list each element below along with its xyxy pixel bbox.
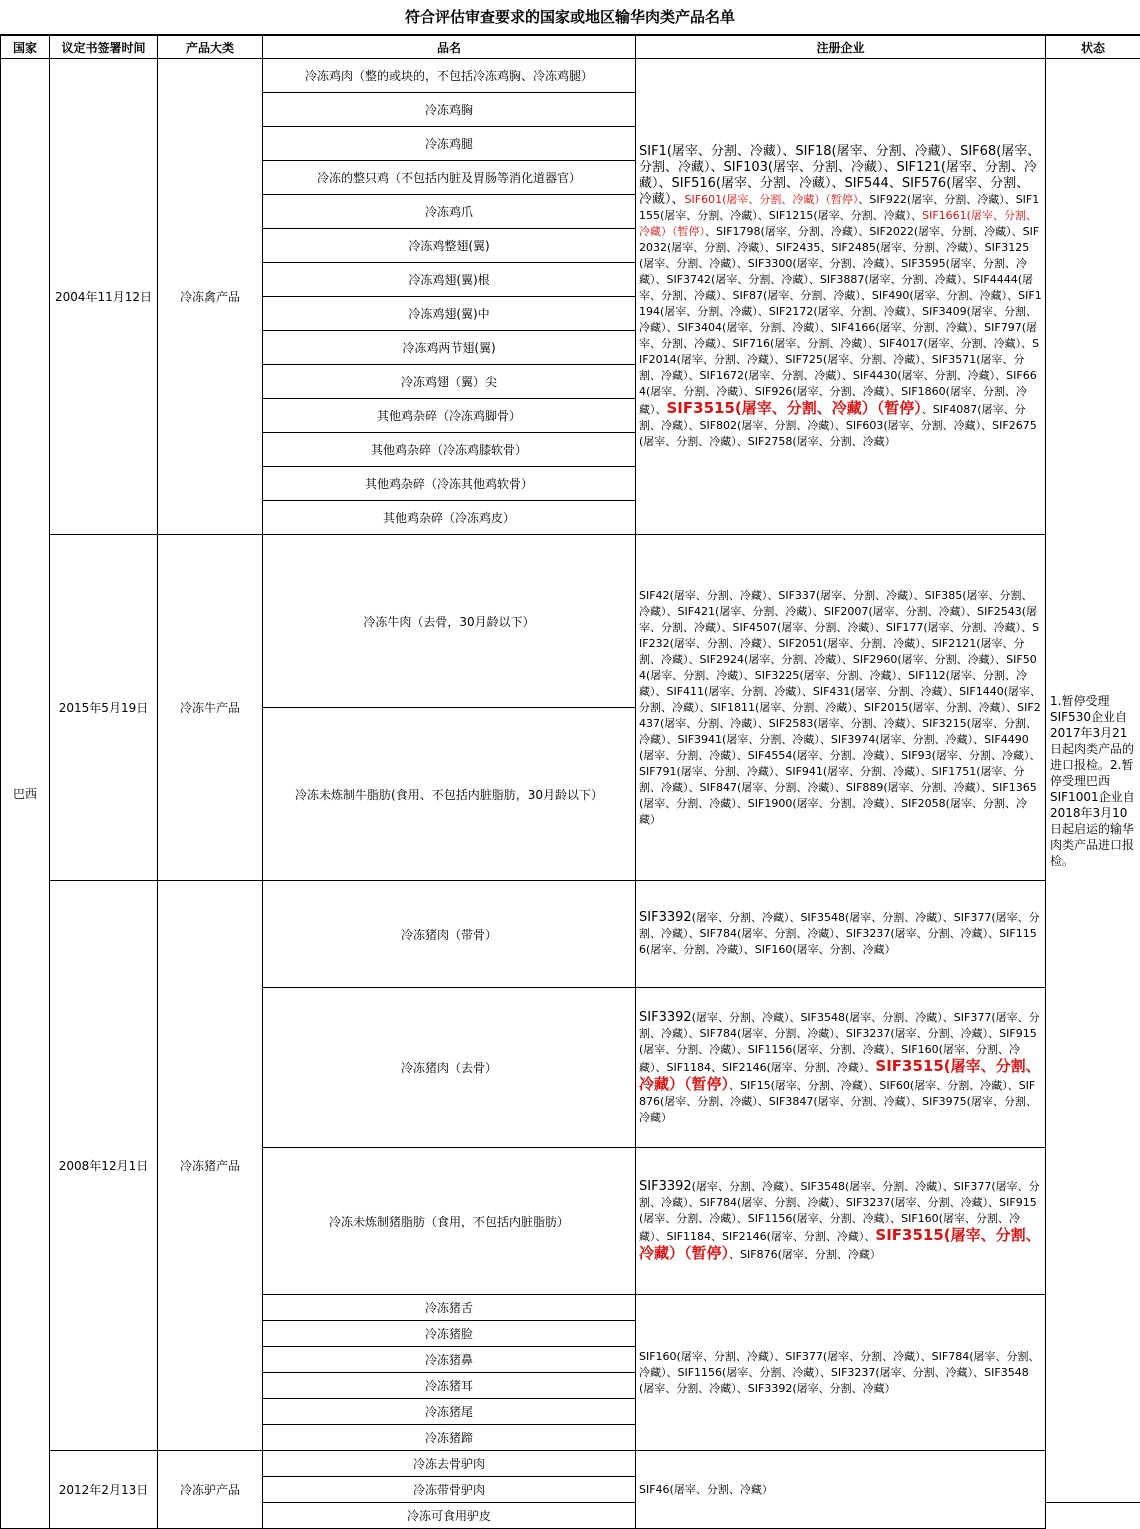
date-cell: 2015年5月19日	[50, 535, 158, 881]
product-cell: 冷冻去骨驴肉	[263, 1451, 636, 1477]
product-cell: 冷冻猪肉（带骨）	[263, 881, 636, 988]
country-cell: 巴西	[1, 59, 50, 1529]
enterprise-cell: SIF160(屠宰、分割、冷藏）、SIF377(屠宰、分割、冷藏）、SIF784(屠宰、分割、冷藏）、SIF1156(屠宰、分割、冷藏）、SIF3237(屠宰、分割、冷藏）、SIF3548(屠宰、分割、冷藏）、SIF3392(屠宰、分割、冷藏）	[636, 1295, 1046, 1451]
suspended-enterprise: SIF3515(屠宰、分割、冷藏）（暂停）	[639, 1226, 1041, 1262]
product-cell: 其他鸡杂碎（冷冻其他鸡软骨）	[263, 467, 636, 501]
header-category: 产品大类	[158, 36, 263, 59]
product-cell: 冷冻猪肉（去骨）	[263, 988, 636, 1148]
enterprise-text: (屠宰、分割、冷藏）、SIF3548(屠宰、分割、冷藏）、SIF377(屠宰、分割、冷藏）、SIF784(屠宰、分割、冷藏）、SIF3237(屠宰、分割、冷藏）、SIF1156(屠宰、分割、冷藏）、SIF160(屠宰、分割、冷藏）	[639, 911, 1040, 956]
product-cell: 其他鸡杂碎（冷冻鸡脚骨）	[263, 399, 636, 433]
suspended-enterprise: SIF3515(屠宰、分割、冷藏）（暂停）	[639, 1057, 1041, 1093]
enterprise-text: 、SIF15(屠宰、分割、冷藏）、SIF60(屠宰、分割、冷藏）、SIF876(屠宰、分割、冷藏）、SIF3847(屠宰、分割、冷藏）、SIF3975(屠宰、分割、冷藏）	[639, 1079, 1037, 1124]
category-cell: 冷冻禽产品	[158, 59, 263, 535]
header-enterprise: 注册企业	[636, 36, 1046, 59]
enterprise-text: (屠宰、分割、冷藏）、SIF3548(屠宰、分割、冷藏）、SIF377(屠宰、分割、冷藏）、SIF784(屠宰、分割、冷藏）、SIF3237(屠宰、分割、冷藏）、SIF915(屠宰、分割、冷藏）、SIF1156(屠宰、分割、冷藏）、SIF160(屠宰、分割、冷藏）、SIF1184、SIF2146(屠宰、分割、冷藏）、	[639, 1011, 1040, 1074]
enterprise-cell: SIF42(屠宰、分割、冷藏）、SIF337(屠宰、分割、冷藏）、SIF385(屠宰、分割、冷藏）、SIF421(屠宰、分割、冷藏）、SIF2007(屠宰、分割、冷藏）、SIF2543(屠宰、分割、冷藏）、SIF4507(屠宰、分割、冷藏）、SIF177(屠宰、分割、冷藏）、SIF232(屠宰、分割、冷藏）、SIF2051(屠宰、分割、冷藏）、SIF2121(屠宰、分割、冷藏）、SIF2924(屠宰、分割、冷藏）、SIF2960(屠宰、分割、冷藏）、SIF504(屠宰、分割、冷藏）、SIF3225(屠宰、分割、冷藏）、SIF112(屠宰、分割、冷藏）、SIF411(屠宰、分割、冷藏）、SIF431(屠宰、分割、冷藏）、SIF1440(屠宰、分割、冷藏）、SIF1811(屠宰、分割、冷藏）、SIF2015(屠宰、分割、冷藏）、SIF2437(屠宰、分割、冷藏）、SIF2583(屠宰、分割、冷藏）、SIF3215(屠宰、分割、冷藏）、SIF3941(屠宰、分割、冷藏）、SIF3974(屠宰、分割、冷藏）、SIF4490(屠宰、分割、冷藏）、SIF4554(屠宰、分割、冷藏）、SIF93(屠宰、分割、冷藏）、SIF791(屠宰、分割、冷藏）、SIF941(屠宰、分割、冷藏）、SIF1751(屠宰、分割、冷藏）、SIF847(屠宰、分割、冷藏）、SIF889(屠宰、分割、冷藏）、SIF1365(屠宰、分割、冷藏）、SIF1900(屠宰、分割、冷藏）、SIF2058(屠宰、分割、冷藏）	[636, 535, 1046, 881]
suspended-enterprise: SIF601(屠宰、分割、冷藏）（暂停）	[685, 193, 859, 206]
product-cell: 冷冻鸡翅(翼)中	[263, 297, 636, 331]
header-date: 议定书签署时间	[50, 36, 158, 59]
category-cell: 冷冻牛产品	[158, 535, 263, 881]
product-cell: 冷冻猪鼻	[263, 1347, 636, 1373]
product-table	[0, 35, 1140, 1529]
product-cell: 冷冻带骨驴肉	[263, 1477, 636, 1503]
product-cell: 冷冻未炼制牛脂肪(食用、不包括内脏脂肪，30月龄以下）	[263, 708, 636, 881]
header-product: 品名	[263, 36, 636, 59]
suspended-enterprise: SIF1661(屠宰、分割、冷藏）（暂停）	[639, 209, 1037, 238]
sheet-title: 符合评估审查要求的国家或地区输华肉类产品名单	[0, 0, 1140, 35]
category-cell: 冷冻驴产品	[158, 1451, 263, 1529]
enterprise-cell: SIF46(屠宰、分割、冷藏）	[636, 1451, 1046, 1529]
enterprise-cell	[636, 881, 1046, 988]
product-cell: 冷冻鸡翅（翼）尖	[263, 365, 636, 399]
header-row	[1, 36, 1140, 59]
product-cell: 冷冻鸡整翅(翼)	[263, 229, 636, 263]
product-cell: 冷冻鸡翅(翼)根	[263, 263, 636, 297]
product-cell: 冷冻鸡胸	[263, 93, 636, 127]
product-cell: 其他鸡杂碎（冷冻鸡膝软骨）	[263, 433, 636, 467]
product-cell: 冷冻猪尾	[263, 1399, 636, 1425]
header-country: 国家	[1, 36, 50, 59]
enterprise-text: SIF3392	[639, 1179, 692, 1194]
date-cell: 2012年2月13日	[50, 1451, 158, 1529]
product-cell: 冷冻鸡两节翅(翼)	[263, 331, 636, 365]
product-cell: 冷冻的整只鸡（不包括内脏及胃肠等消化道器官）	[263, 161, 636, 195]
category-cell: 冷冻猪产品	[158, 881, 263, 1451]
product-cell: 冷冻可食用驴皮	[263, 1503, 636, 1529]
product-cell: 冷冻猪脸	[263, 1321, 636, 1347]
suspended-enterprise: SIF3515(屠宰、分割、冷藏）（暂停）	[667, 399, 922, 417]
date-cell: 2008年12月1日	[50, 881, 158, 1451]
enterprise-text: SIF3392	[639, 1010, 692, 1025]
enterprise-text: 、SIF4087(屠宰、分割、冷藏）、SIF802(屠宰、分割、冷藏）、SIF603(屠宰、分割、冷藏）、SIF2675(屠宰、分割、冷藏）、SIF2758(屠宰、分割、冷藏）	[639, 403, 1037, 448]
enterprise-cell	[636, 988, 1046, 1148]
enterprise-text: (屠宰、分割、冷藏）、SIF3548(屠宰、分割、冷藏）、SIF377(屠宰、分割、冷藏）、SIF784(屠宰、分割、冷藏）、SIF3237(屠宰、分割、冷藏）、SIF915(屠宰、分割、冷藏）、SIF1156(屠宰、分割、冷藏）、SIF160(屠宰、分割、冷藏）、SIF1184、SIF2146(屠宰、分割、冷藏）、	[639, 1180, 1040, 1243]
product-cell: 冷冻猪蹄	[263, 1425, 636, 1451]
enterprise-text: SIF1(屠宰、分割、冷藏）、SIF18(屠宰、分割、冷藏）、SIF68(屠宰、分割、冷藏）、SIF103(屠宰、分割、冷藏）、SIF121(屠宰、分割、冷藏）、SIF516(屠宰、分割、冷藏）、SIF544、SIF576(屠宰、分割、冷藏）、	[639, 144, 1040, 207]
product-cell: 冷冻鸡肉（整的或块的，不包括冷冻鸡胸、冷冻鸡腿）	[263, 59, 636, 93]
header-status: 状态	[1046, 36, 1140, 59]
product-cell: 冷冻猪耳	[263, 1373, 636, 1399]
enterprise-text: 、SIF922(屠宰、分割、冷藏）、SIF1155(屠宰、分割、冷藏）、SIF1215(屠宰、分割、冷藏）、	[639, 193, 1039, 222]
product-cell: 冷冻牛肉（去骨，30月龄以下）	[263, 535, 636, 708]
date-cell: 2004年11月12日	[50, 59, 158, 535]
product-cell: 冷冻未炼制猪脂肪（食用，不包括内脏脂肪）	[263, 1148, 636, 1295]
enterprise-text: 、SIF876(屠宰、分割、冷藏）	[729, 1248, 881, 1261]
product-cell: 其他鸡杂碎（冷冻鸡皮）	[263, 501, 636, 535]
enterprise-text: SIF3392	[639, 910, 692, 925]
product-cell: 冷冻猪舌	[263, 1295, 636, 1321]
status-cell: 1.暂停受理SIF530企业自2017年3月21日起肉类产品的进口报检。2.暂停受理巴西SIF1001企业自2018年3月10日起启运的输华肉类产品进口报检。	[1046, 59, 1140, 1503]
enterprise-cell	[636, 59, 1046, 535]
product-cell: 冷冻鸡腿	[263, 127, 636, 161]
product-cell: 冷冻鸡爪	[263, 195, 636, 229]
enterprise-text: 、SIF1798(屠宰、分割、冷藏）、SIF2022(屠宰、分割、冷藏）、SIF2032(屠宰、分割、冷藏）、SIF2435、SIF2485(屠宰、分割、冷藏）、SIF3125(屠宰、分割、冷藏）、SIF3300(屠宰、分割、冷藏）、SIF3595(屠宰、分割、冷藏）、SIF3742(屠宰、分割、冷藏）、SIF3887(屠宰、分割、冷藏）、SIF4444(屠宰、分割、冷藏）、SIF87(屠宰、分割、冷藏）、SIF490(屠宰、分割、冷藏）、SIF1194(屠宰、分割、冷藏）、SIF2172(屠宰、分割、冷藏）、SIF3409(屠宰、分割、冷藏）、SIF3404(屠宰、分割、冷藏）、SIF4166(屠宰、分割、冷藏）、SIF797(屠宰、分割、冷藏）、SIF716(屠宰、分割、冷藏）、SIF4017(屠宰、分割、冷藏）、SIF2014(屠宰、分割、冷藏）、SIF725(屠宰、分割、冷藏）、SIF3571(屠宰、分割、冷藏）、SIF1672(屠宰、分割、冷藏）、SIF4430(屠宰、分割、冷藏）、SIF664(屠宰、分割、冷藏）、SIF926(屠宰、分割、冷藏）、SIF1860(屠宰、分割、冷藏）、	[639, 225, 1042, 416]
enterprise-cell	[636, 1148, 1046, 1295]
